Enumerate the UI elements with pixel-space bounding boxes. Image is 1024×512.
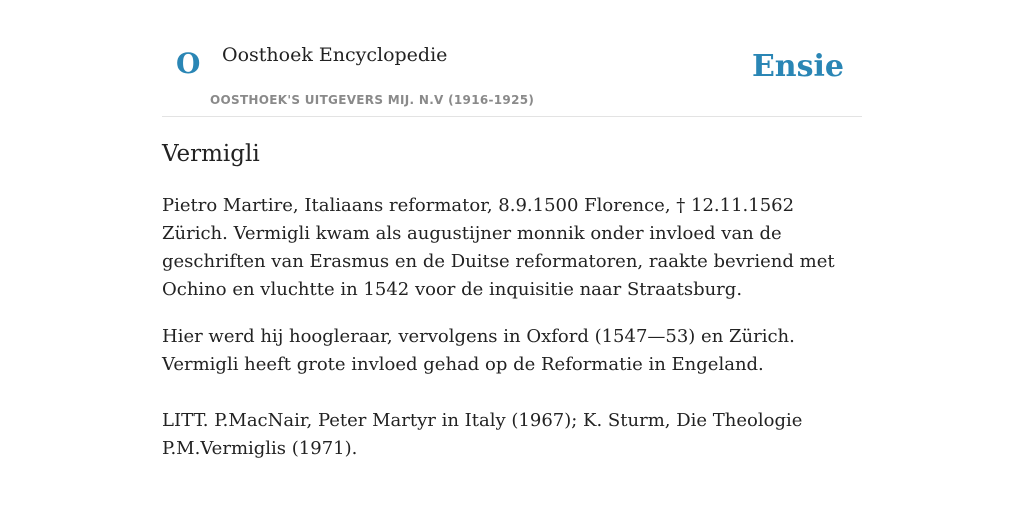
site-header: [162, 0, 862, 117]
article-paragraph: Hier werd hij hoogleraar, vervolgens in Oxford (1547—53) en Zürich. Vermigli heeft grote invloed gehad op de Reformatie in Engeland.: [162, 326, 795, 375]
page: [162, 0, 862, 459]
site-logo[interactable]: O: [176, 47, 201, 80]
article-title: Vermigli: [162, 141, 260, 167]
article-paragraph: Pietro Martire, Italiaans reformator, 8.9.1500 Florence, † 12.11.1562 Zürich. Vermigli kwam als augustijner monnik onder invloed van de geschriften van Erasmus en de Duitse reformatoren, raakte bevriend met Ochino en vluchtte in 1542 voor de inquisitie naar Straatsburg.: [162, 195, 835, 300]
site-subtitle: OOSTHOEK'S UITGEVERS MIJ. N.V (1916-1925): [210, 93, 535, 107]
literature-references: LITT. P.MacNair, Peter Martyr in Italy (1967); K. Sturm, Die Theologie P.M.Vermiglis (1971).: [162, 410, 803, 459]
brand-logo[interactable]: Ensie: [751, 49, 844, 84]
site-title[interactable]: Oosthoek Encyclopedie: [222, 44, 448, 66]
